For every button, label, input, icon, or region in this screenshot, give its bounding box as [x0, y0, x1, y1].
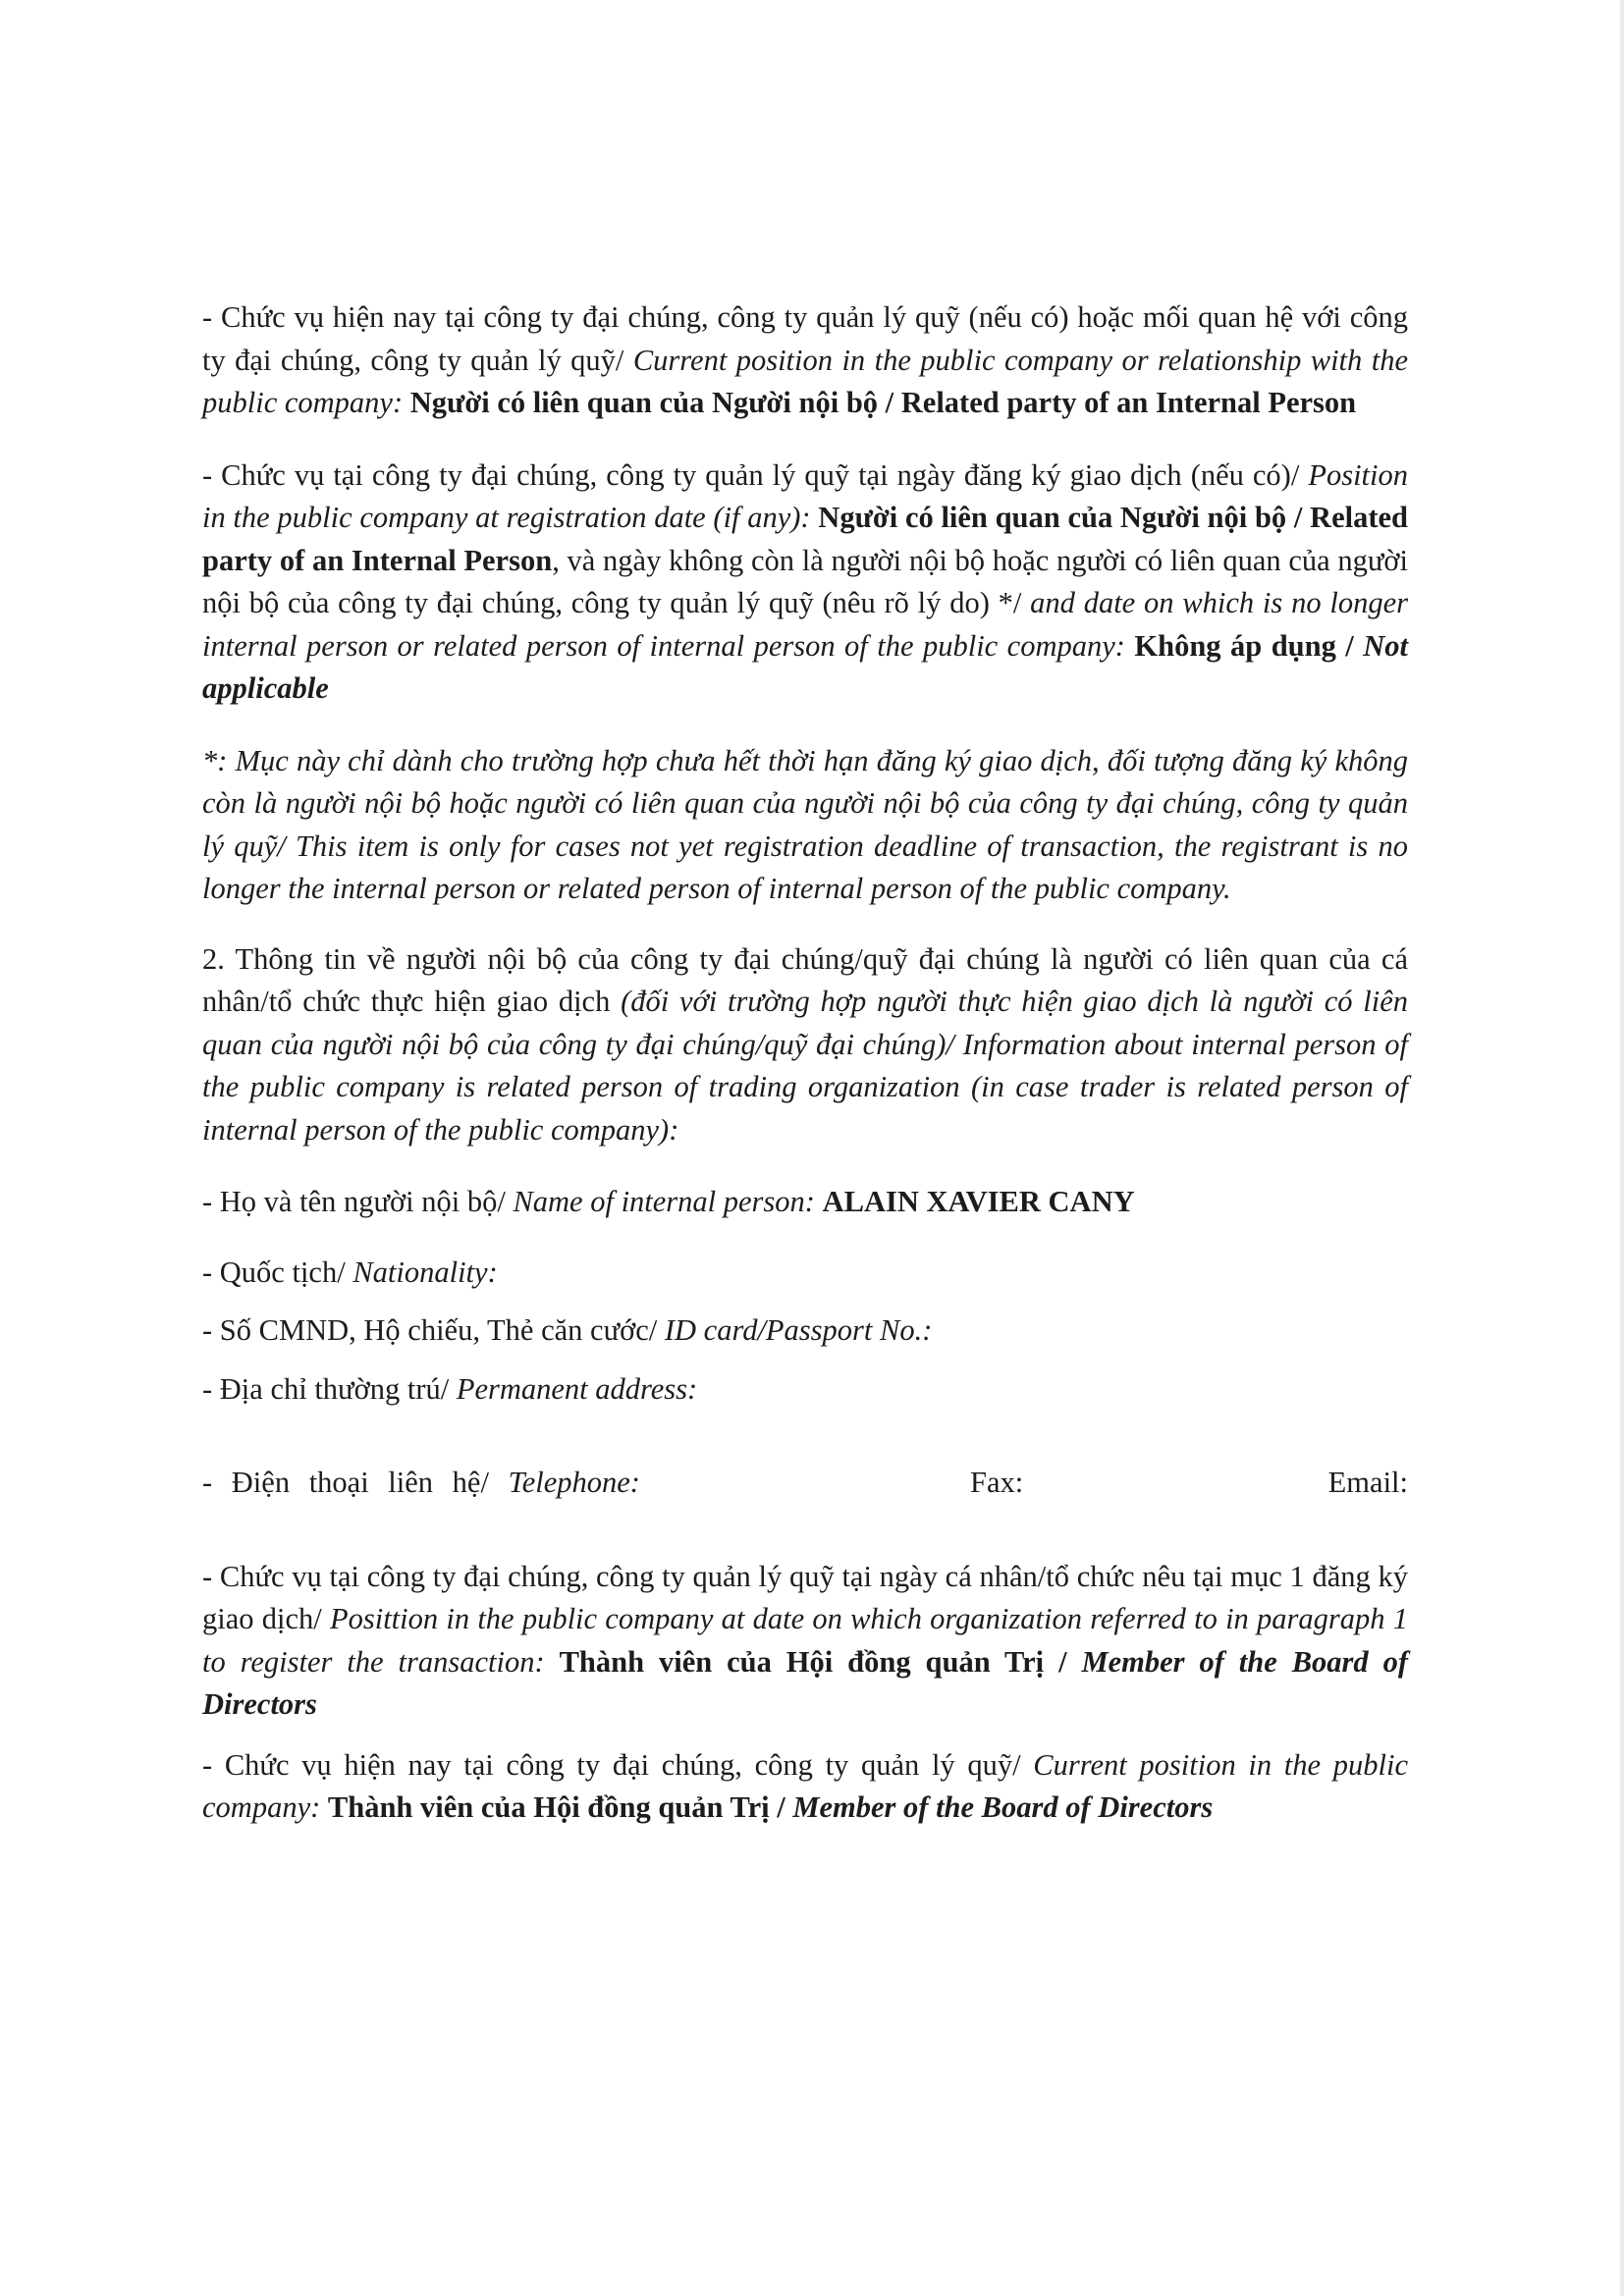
name-label: - Họ và tên người nội bộ/	[202, 1185, 514, 1218]
position-at-registration-label: - Chức vụ tại công ty đại chúng, công ty quản lý quỹ tại ngày cá nhân/tổ chức nêu tại mục 1 đăng ký giao dịch/	[202, 1559, 1408, 1635]
registration-position-value: Người có liên quan của Người nội bộ / Related party of an Internal Person	[202, 501, 1408, 577]
position-at-registration-label-en: Posittion in the public company at date on which organization referred to in paragraph 1 to register the transaction:	[202, 1602, 1409, 1679]
registration-position-label-en: Position in the public company at registration date (if any):	[202, 457, 1408, 534]
id-card-label-en: ID card/Passport No.:	[664, 1313, 933, 1347]
contact-row	[202, 1462, 1408, 1505]
email-label: Email:	[1327, 1466, 1408, 1499]
name-label-en: Name of internal person:	[513, 1185, 823, 1218]
current-position-paragraph	[202, 296, 1408, 425]
scan-edge-line	[1620, 0, 1624, 2296]
no-longer-internal-label: , và ngày không còn là người nội bộ hoặc người có liên quan của người nội bộ của công ty đại chúng, công ty quản lý quỹ (nêu rõ lý do) */	[202, 543, 1408, 619]
position-at-registration-value-en: Member of the Board of Directors	[202, 1644, 1408, 1721]
nationality-label: - Quốc tịch/	[202, 1255, 353, 1289]
section-2-lead: 2. Thông tin về người nội bộ của công ty đại chúng/quỹ đại chúng là người có liên quan của cá nhân/tổ chức thực hiện giao dịch	[202, 941, 1408, 1018]
registration-position-paragraph	[202, 454, 1408, 711]
current-position-value: Người có liên quan của Người nội bộ / Related party of an Internal Person	[409, 386, 1357, 419]
id-card-label: - Số CMND, Hộ chiếu, Thẻ căn cước/	[202, 1313, 665, 1347]
nationality-row	[202, 1252, 1408, 1295]
internal-person-name-row	[202, 1181, 1408, 1224]
position-at-registration-value: Thành viên của Hội đồng quản Trị /	[559, 1644, 1082, 1679]
no-longer-internal-value-en: Not applicable	[202, 628, 1408, 705]
telephone-field	[202, 1462, 640, 1505]
section-2-italic: (đối với trường hợp người thực hiện giao dịch là người có liên quan của người nội bộ của công ty đại chúng/quỹ đại chúng)/ Information about internal person of the public company is related person of trading organization (in case trader is related person of internal person of the public company):	[202, 985, 1408, 1147]
current-position-internal-paragraph	[202, 1744, 1408, 1830]
section-2-heading	[202, 938, 1408, 1152]
telephone-label-en: Telephone:	[508, 1466, 640, 1499]
current-position-label: - Chức vụ hiện nay tại công ty đại chúng, công ty quản lý quỹ (nếu có) hoặc mối quan hệ với công ty đại chúng, công ty quản lý quỹ/	[202, 300, 1408, 377]
registration-position-label: - Chức vụ tại công ty đại chúng, công ty quản lý quỹ tại ngày đăng ký giao dịch (nếu có)/	[202, 457, 1309, 492]
address-label: - Địa chỉ thường trú/	[202, 1371, 457, 1406]
no-longer-internal-label-en: and date on which is no longer internal person or related person of internal person of the public company:	[202, 586, 1408, 663]
address-row	[202, 1368, 1408, 1412]
fax-label: Fax:	[970, 1466, 1024, 1499]
current-position-internal-label: - Chức vụ hiện nay tại công ty đại chúng, công ty quản lý quỹ/	[202, 1747, 1034, 1782]
footnote-paragraph: *: Mục này chỉ dành cho trường hợp chưa hết thời hạn đăng ký giao dịch, đối tượng đăng ký không còn là người nội bộ hoặc người có liên quan của người nội bộ của công ty đại chúng, công ty quản lý quỹ/ This item is only for cases not yet registration deadline of transaction, the registrant is no longer the internal person or related person of internal person of the public company.	[202, 743, 1408, 905]
address-label-en: Permanent address:	[456, 1371, 698, 1406]
telephone-label: - Điện thoại liên hệ/	[202, 1466, 509, 1499]
no-longer-internal-value: Không áp dụng /	[1134, 628, 1364, 663]
current-position-label-en: Current position in the public company or relationship with the public company:	[202, 343, 1408, 419]
name-value: ALAIN XAVIER CANY	[822, 1185, 1135, 1218]
current-position-internal-value: Thành viên của Hội đồng quản Trị /	[327, 1790, 793, 1824]
current-position-internal-label-en: Current position in the public company:	[202, 1747, 1408, 1824]
position-at-registration-paragraph	[202, 1556, 1408, 1727]
current-position-internal-value-en: Member of the Board of Directors	[792, 1790, 1214, 1824]
document-page	[202, 296, 1408, 1830]
nationality-label-en: Nationality:	[352, 1255, 498, 1289]
id-card-row	[202, 1309, 1408, 1353]
